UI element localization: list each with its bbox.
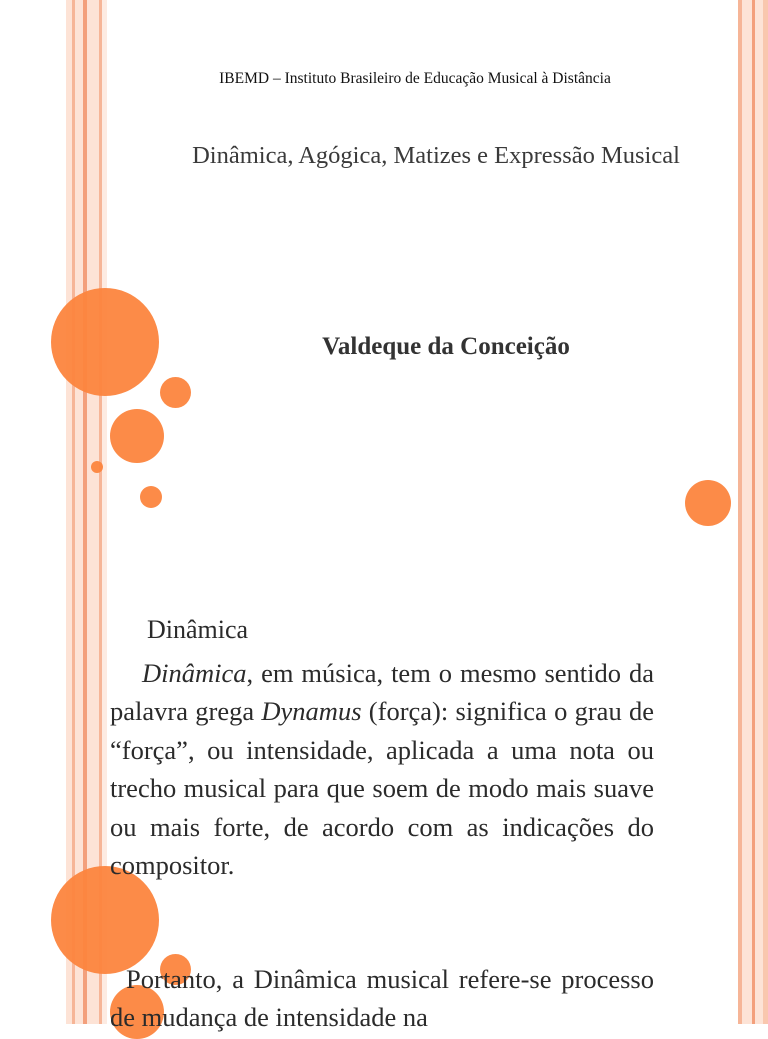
- paragraph-dinamica-definition: [110, 654, 654, 884]
- decor-circle-large: [51, 288, 159, 396]
- paragraph-portanto: [110, 960, 654, 1037]
- decor-circle-small-2: [140, 486, 162, 508]
- section-heading: Dinâmica: [147, 615, 249, 644]
- paragraph1-text-b: (força): significa o grau de “força”, ou intensidade, aplicada a uma nota ou trecho musical para que soem de modo mais suave ou mais forte, de acordo com as indicações do compositor.: [110, 696, 654, 881]
- institute-header: IBEMD – Instituto Brasileiro de Educação Musical à Distância: [219, 70, 611, 87]
- decor-circle-medium: [110, 409, 164, 463]
- page-title: Dinâmica, Agógica, Matizes e Expressão Musical: [192, 142, 680, 169]
- paragraph1-text-a: , em música, tem o mesmo sentido da palavra grega: [110, 658, 654, 727]
- paragraph2-text: Portanto, a Dinâmica musical refere-se processo de mudança de intensidade na: [110, 964, 654, 1033]
- emphasis-dinamica: Dinâmica: [142, 658, 247, 688]
- decor-circle-right: [685, 480, 731, 526]
- decor-circle-tiny: [91, 461, 103, 473]
- right-stripe-4: [755, 0, 763, 1024]
- author-name: Valdeque da Conceição: [322, 333, 570, 360]
- right-stripe-2: [742, 0, 752, 1024]
- emphasis-dynamus: Dynamus: [261, 696, 362, 727]
- right-stripe-5: [763, 0, 768, 1024]
- decor-circle-small-1: [160, 377, 191, 408]
